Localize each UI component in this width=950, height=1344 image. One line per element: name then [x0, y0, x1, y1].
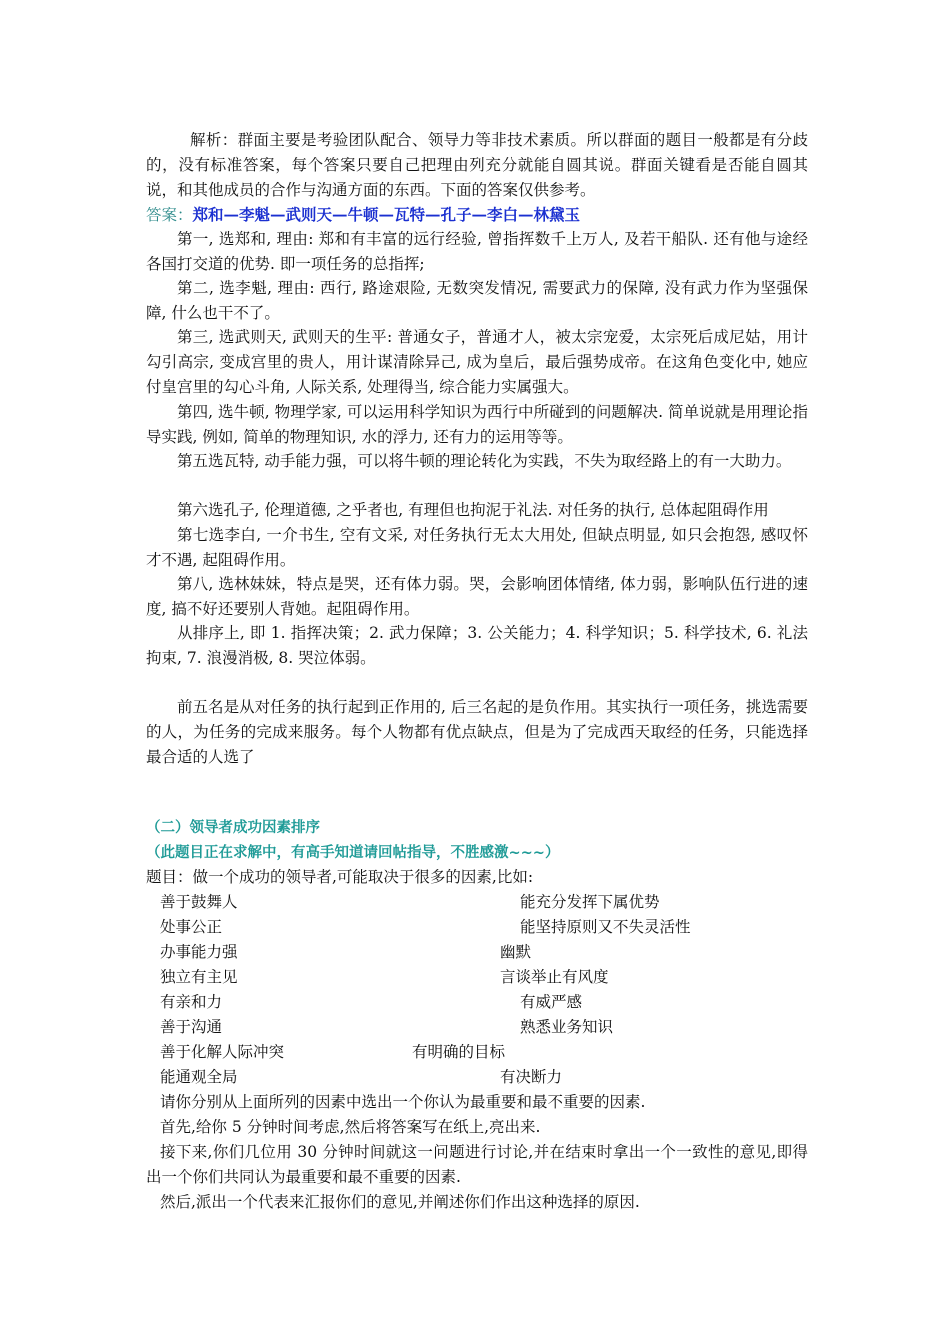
- factor-left-6: 善于沟通: [160, 1018, 223, 1036]
- reason-5: 第五选瓦特, 动手能力强，可以将牛顿的理论转化为实践，不失为取经路上的有一大助力。: [177, 452, 792, 470]
- factor-right-5: 有威严感: [520, 993, 583, 1011]
- reason-7: 第七选李白, 一介书生, 空有文采, 对任务执行无太大用处, 但缺点明显, 如只会抱怨, 感叹怀才不遇, 起阻碍作用。: [146, 526, 808, 569]
- reason-8: 第八, 选林妹妹，特点是哭，还有体力弱。哭，会影响团体情绪, 体力弱，影响队伍行进的速度, 搞不好还要别人背她。起阻碍作用。: [146, 575, 808, 618]
- instruction-2: 首先,给你 5 分钟时间考虑,然后将答案写在纸上,亮出来.: [160, 1118, 541, 1136]
- answer-line: [146, 202, 580, 228]
- factor-left-1: 善于鼓舞人: [160, 893, 238, 911]
- factor-left-5: 有亲和力: [160, 993, 223, 1011]
- section-2-title: （二）领导者成功因素排序: [146, 820, 320, 836]
- factor-right-1: 能充分发挥下属优势: [520, 893, 660, 911]
- reason-4: 第四, 选牛顿, 物理学家, 可以运用科学知识为西行中所碰到的问题解决. 简单说就是用理论指导实践, 例如, 简单的物理知识, 水的浮力, 还有力的运用等等。: [146, 403, 808, 446]
- reason-6: 第六选孔子, 伦理道德, 之乎者也, 有理但也拘泥于礼法. 对任务的执行, 总体起阻碍作用: [177, 501, 769, 519]
- factor-left-2: 处事公正: [160, 918, 223, 936]
- analysis-paragraph: 解析：群面主要是考验团队配合、领导力等非技术素质。所以群面的题目一般都是有分歧的，没有标准答案，每个答案只要自己把理由列充分就能自圆其说。群面关键看是否能自圆其说，和其他成员的合作与沟通方面的东西。下面的答案仅供参考。: [146, 131, 808, 199]
- instruction-3: 接下来,你们几位用 30 分钟时间就这一问题进行讨论,并在结束时拿出一个一致性的意见,即得出一个你们共同认为最重要和最不重要的因素.: [146, 1143, 808, 1186]
- ranking-summary: 从排序上, 即 1. 指挥决策；2. 武力保障；3. 公关能力；4. 科学知识；5. 科学技术, 6. 礼法拘束, 7. 浪漫消极, 8. 哭泣体弱。: [146, 624, 808, 667]
- question-intro: 题目：做一个成功的领导者,可能取决于很多的因素,比如:: [146, 868, 534, 886]
- section-2-note: （此题目正在求解中，有高手知道请回帖指导，不胜感激~~~）: [146, 845, 560, 861]
- reason-3: 第三, 选武则天, 武则天的生平: 普通女子，普通才人，被太宗宠爱，太宗死后成尼姑，用计勾引高宗, 变成宫里的贵人，用计谋清除异己, 成为皇后，最后强势成帝。在这角色变化中, 她应付皇宫里的勾心斗角, 人际关系, 处理得当, 综合能力实属强大。: [146, 328, 808, 396]
- factor-right-7: 有明确的目标: [412, 1043, 506, 1061]
- factor-left-8: 能通观全局: [160, 1068, 238, 1086]
- answer-order: 郑和—李魁—武则天—牛顿—瓦特—孔子—李白—林黛玉: [192, 205, 581, 224]
- factor-right-4: 言谈举止有风度: [500, 968, 609, 986]
- reason-1: 第一, 选郑和, 理由: 郑和有丰富的远行经验, 曾指挥数千上万人, 及若干船队. 还有他与途经各国打交道的优势. 即一项任务的总指挥;: [146, 230, 809, 273]
- factor-right-3: 幽默: [500, 943, 532, 961]
- instruction-1: 请你分别从上面所列的因素中选出一个你认为最重要和最不重要的因素.: [160, 1093, 646, 1111]
- factor-right-6: 熟悉业务知识: [520, 1018, 614, 1036]
- answer-label: 答案：: [146, 206, 193, 224]
- factor-right-2: 能坚持原则又不失灵活性: [520, 918, 691, 936]
- conclusion-paragraph: 前五名是从对任务的执行起到正作用的, 后三名起的是负作用。其实执行一项任务，挑选需要的人，为任务的完成来服务。每个人物都有优点缺点，但是为了完成西天取经的任务，只能选择最合适的人选了: [146, 698, 808, 766]
- reason-2: 第二, 选李魁, 理由: 西行, 路途艰险, 无数突发情况, 需要武力的保障, 没有武力作为坚强保障, 什么也干不了。: [146, 279, 808, 322]
- instruction-4: 然后,派出一个代表来汇报你们的意见,并阐述你们作出这种选择的原因.: [160, 1193, 640, 1211]
- factor-left-4: 独立有主见: [160, 968, 238, 986]
- factor-right-8: 有决断力: [500, 1068, 563, 1086]
- factor-left-3: 办事能力强: [160, 943, 238, 961]
- factor-left-7: 善于化解人际冲突: [160, 1043, 285, 1061]
